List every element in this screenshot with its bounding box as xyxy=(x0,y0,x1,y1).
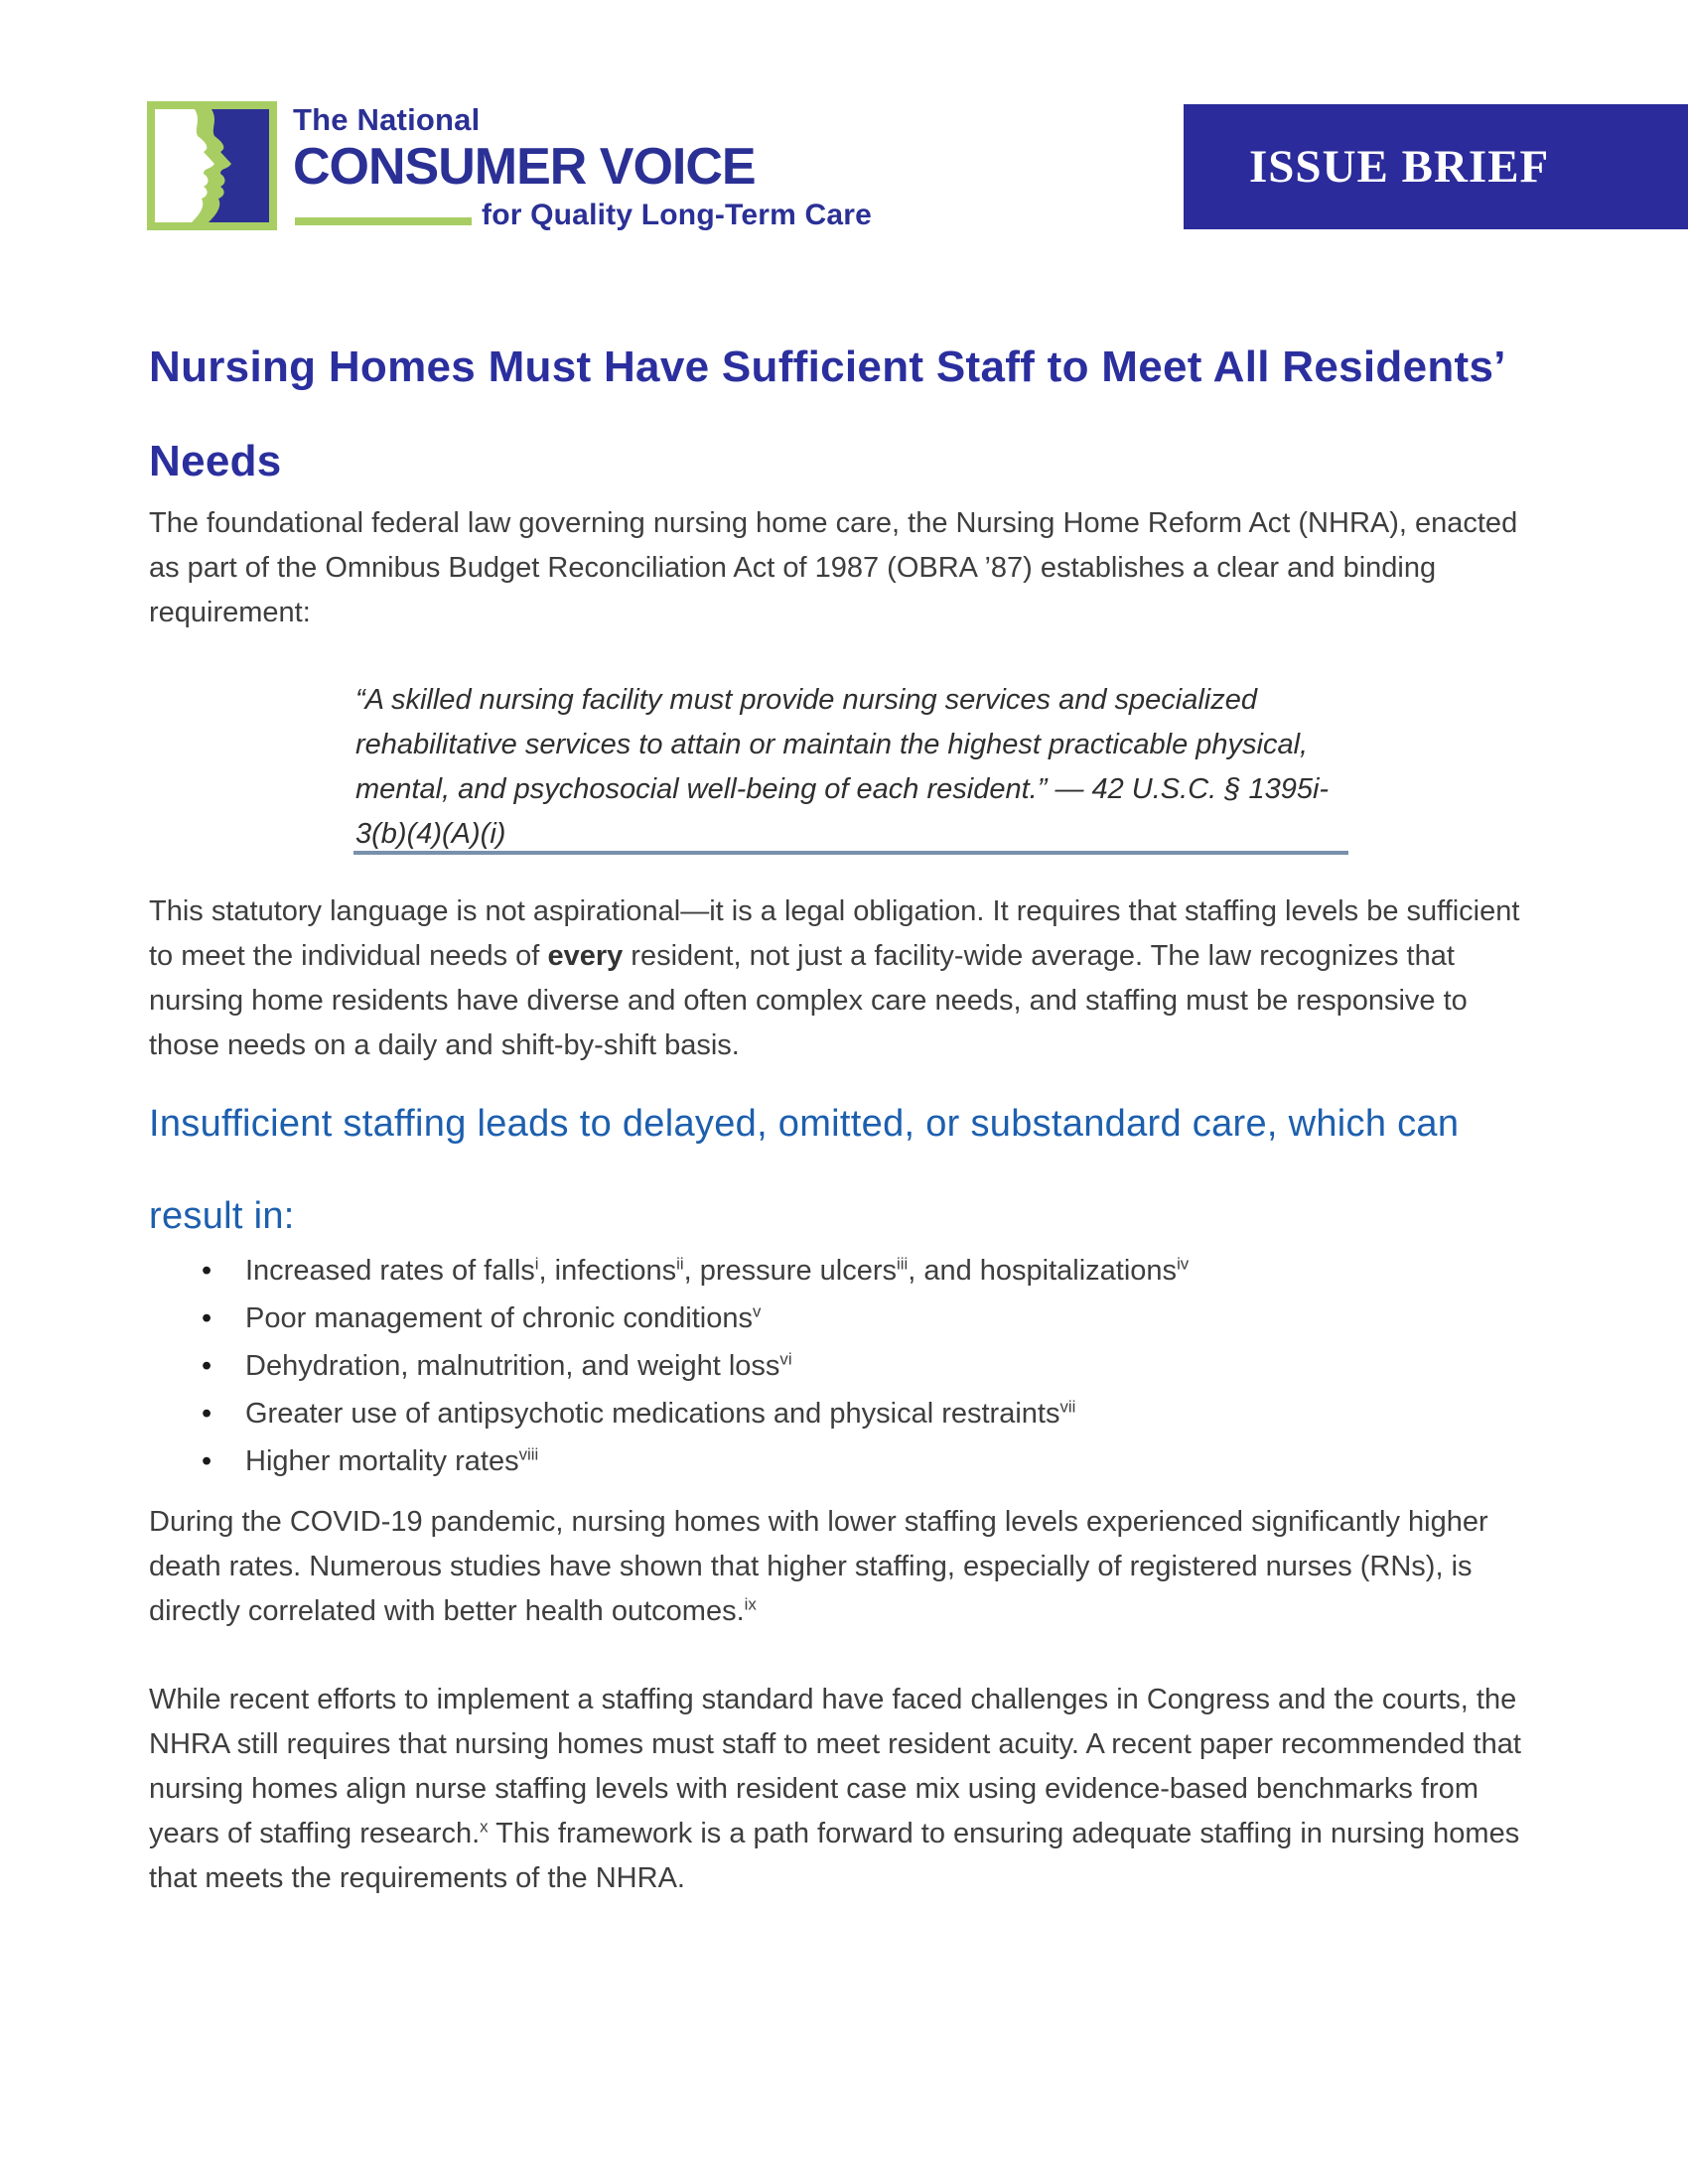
logo-consumer-voice: CONSUMER VOICE xyxy=(293,138,756,196)
logo-the-national: The National xyxy=(293,102,481,137)
list-item-text: Poor management of chronic conditions$^v$ xyxy=(245,1301,762,1334)
bullet-dot: • xyxy=(202,1302,212,1334)
bullet-dot: • xyxy=(202,1255,212,1287)
logo-green-underline xyxy=(295,217,472,225)
bullet-dot: • xyxy=(202,1350,212,1382)
list-item xyxy=(202,1342,1512,1390)
logo-wordmark xyxy=(293,101,872,232)
statute-quote: “A skilled nursing facility must provide nursing services and specialized rehabilitative services to attain or maintain the highest practicable physical, mental, and psychosocial well-being of each resident.” — 42 U.S.C. § 1395i-3(b)(4)(A)(i) xyxy=(355,684,1330,850)
list-item-text: Greater use of antipsychotic medications and physical restraints$^{vii}$ xyxy=(245,1397,1076,1430)
page-title: Nursing Homes Must Have Sufficient Staff to Meet All Residents’ Needs xyxy=(149,342,1504,485)
list-item xyxy=(202,1247,1512,1295)
issue-brief-badge: ISSUE BRIEF xyxy=(1184,104,1688,229)
list-item xyxy=(202,1390,1512,1437)
bullet-dot: • xyxy=(202,1445,212,1477)
closing-paragraph: While recent efforts to implement a staffing standard have faced challenges in Congress and the courts, the NHRA still requires that nursing homes must staff to meet resident acuity. A recent paper recommended that nursing homes align nurse staffing levels with resident case mix using evidence-based benchmarks from years of staffing research.$^x$ This framework is a path forward to ensuring adequate staffing in nursing homes that meets the requirements of the NHRA. xyxy=(149,1684,1521,1894)
list-item-text: Increased rates of falls$^i$, infections$^{ii}$, pressure ulcers$^{iii}$, and hospitalizations$^{iv}$ xyxy=(245,1254,1190,1287)
intro-paragraph: The foundational federal law governing nursing home care, the Nursing Home Reform Act (NHRA), enacted as part of the Omnibus Budget Reconciliation Act of 1987 (OBRA ’87) establishes a clear and binding requirement: xyxy=(149,507,1518,628)
list-item xyxy=(202,1295,1512,1342)
list-item-text: Higher mortality rates$^{viii}$ xyxy=(245,1444,539,1477)
covid-paragraph: During the COVID-19 pandemic, nursing homes with lower staffing levels experienced significantly higher death rates. Numerous studies have shown that higher staffing, especially of registered nurses (RNs), is directly correlated with better health outcomes.$^{ix}$ xyxy=(149,1506,1488,1627)
logo-tagline: for Quality Long-Term Care xyxy=(482,199,873,231)
section-subheading: Insufficient staffing leads to delayed, omitted, or substandard care, which can result in: xyxy=(149,1103,1460,1237)
two-face-profiles-icon xyxy=(147,101,277,230)
statutory-paragraph: This statutory language is not aspirational—it is a legal obligation. It requires that staffing levels be sufficient to meet the individual needs of every resident, not just a facility-wide average. The law recognizes that nursing home residents have diverse and often complex care needs, and staffing must be responsive to those needs on a daily and shift-by-shift basis. xyxy=(149,895,1520,1061)
consequences-list xyxy=(202,1247,1512,1485)
list-item-text: Dehydration, malnutrition, and weight loss$^{vi}$ xyxy=(245,1349,792,1382)
consumer-voice-logo xyxy=(147,101,872,232)
quote-divider-rule xyxy=(353,851,1348,855)
list-item xyxy=(202,1437,1512,1485)
bullet-dot: • xyxy=(202,1398,212,1430)
